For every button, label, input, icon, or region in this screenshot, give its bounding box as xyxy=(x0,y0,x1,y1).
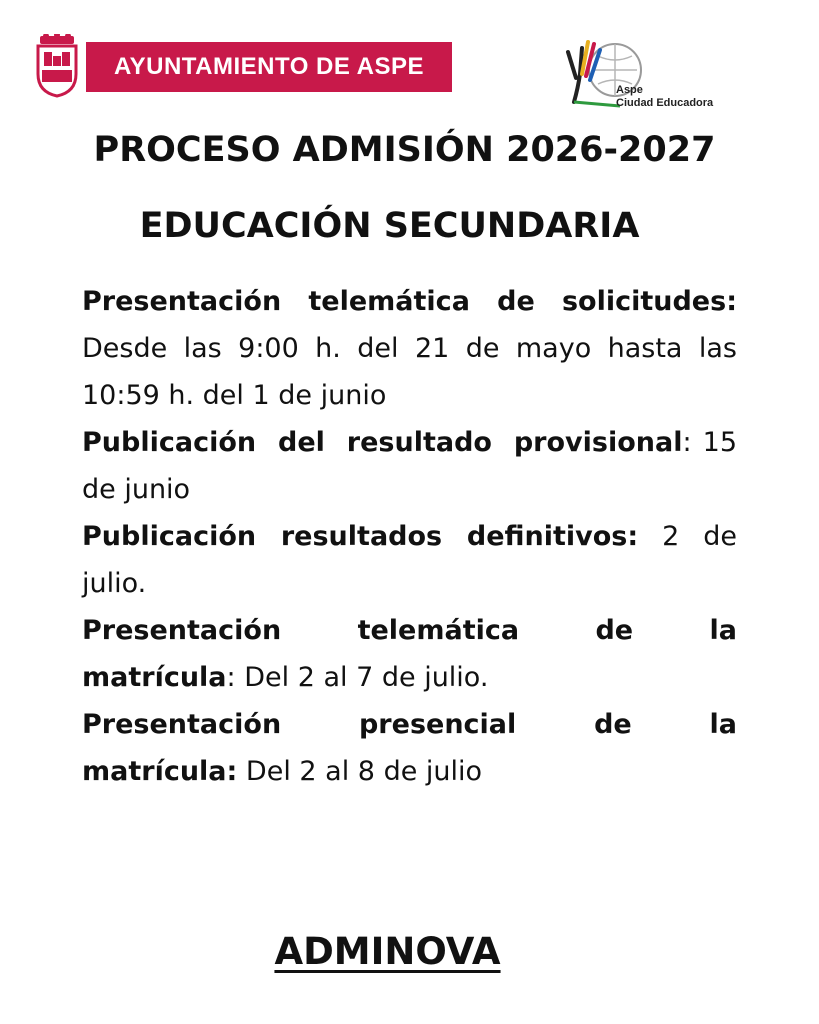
matricula-tel-word: la xyxy=(709,615,737,646)
page-title: PROCESO ADMISIÓN 2026-2027 xyxy=(93,130,716,170)
item-solicitudes xyxy=(82,278,737,419)
definitivos-label: Publicación resultados definitivos: xyxy=(82,521,639,552)
matricula-pres-label-end: matrícula: xyxy=(82,756,238,787)
item-matricula-presencial xyxy=(82,701,737,795)
page-subtitle: EDUCACIÓN SECUNDARIA xyxy=(139,206,640,246)
matricula-tel-word: Presentación xyxy=(82,615,282,646)
matricula-pres-first-line xyxy=(82,701,737,748)
solicitudes-value: Desde las 9:00 h. del 21 de mayo hasta las 10:59 h. del 1 de junio xyxy=(82,333,737,411)
item-definitivos xyxy=(82,513,737,607)
matricula-tel-value: : Del 2 al 7 de julio. xyxy=(226,662,489,693)
ciudad-educadora-text xyxy=(616,84,713,110)
schedule-content xyxy=(82,278,737,795)
matricula-tel-label-end: matrícula xyxy=(82,662,227,693)
matricula-pres-value: Del 2 al 8 de julio xyxy=(237,756,483,787)
definitivos-value: 2 de julio. xyxy=(82,521,737,599)
header xyxy=(0,0,819,120)
item-matricula-telematica xyxy=(82,607,737,701)
ayuntamiento-logo xyxy=(34,34,424,98)
provisional-label: Publicación del resultado provisional xyxy=(82,427,683,458)
matricula-pres-word: la xyxy=(709,709,737,740)
matricula-tel-word: telemática xyxy=(357,615,520,646)
ciudad-educadora-logo xyxy=(560,28,740,112)
edu-line-2: Ciudad Educadora xyxy=(616,97,714,109)
crest-icon xyxy=(34,34,80,98)
matricula-tel-second-line xyxy=(82,654,737,701)
footer-brand: ADMINOVA xyxy=(274,930,501,973)
matricula-pres-word: de xyxy=(594,709,632,740)
provisional-value: : 15 de junio xyxy=(82,427,737,505)
matricula-pres-word: presencial xyxy=(358,709,517,740)
ayuntamiento-banner: AYUNTAMIENTO DE ASPE xyxy=(86,42,452,92)
solicitudes-label: Presentación telemática de solicitudes: xyxy=(82,286,737,317)
matricula-pres-word: Presentación xyxy=(82,709,282,740)
matricula-pres-second-line xyxy=(82,748,737,795)
matricula-tel-first-line xyxy=(82,607,737,654)
matricula-tel-word: de xyxy=(595,615,634,646)
edu-line-1: Aspe xyxy=(616,84,643,96)
item-provisional xyxy=(82,419,737,513)
